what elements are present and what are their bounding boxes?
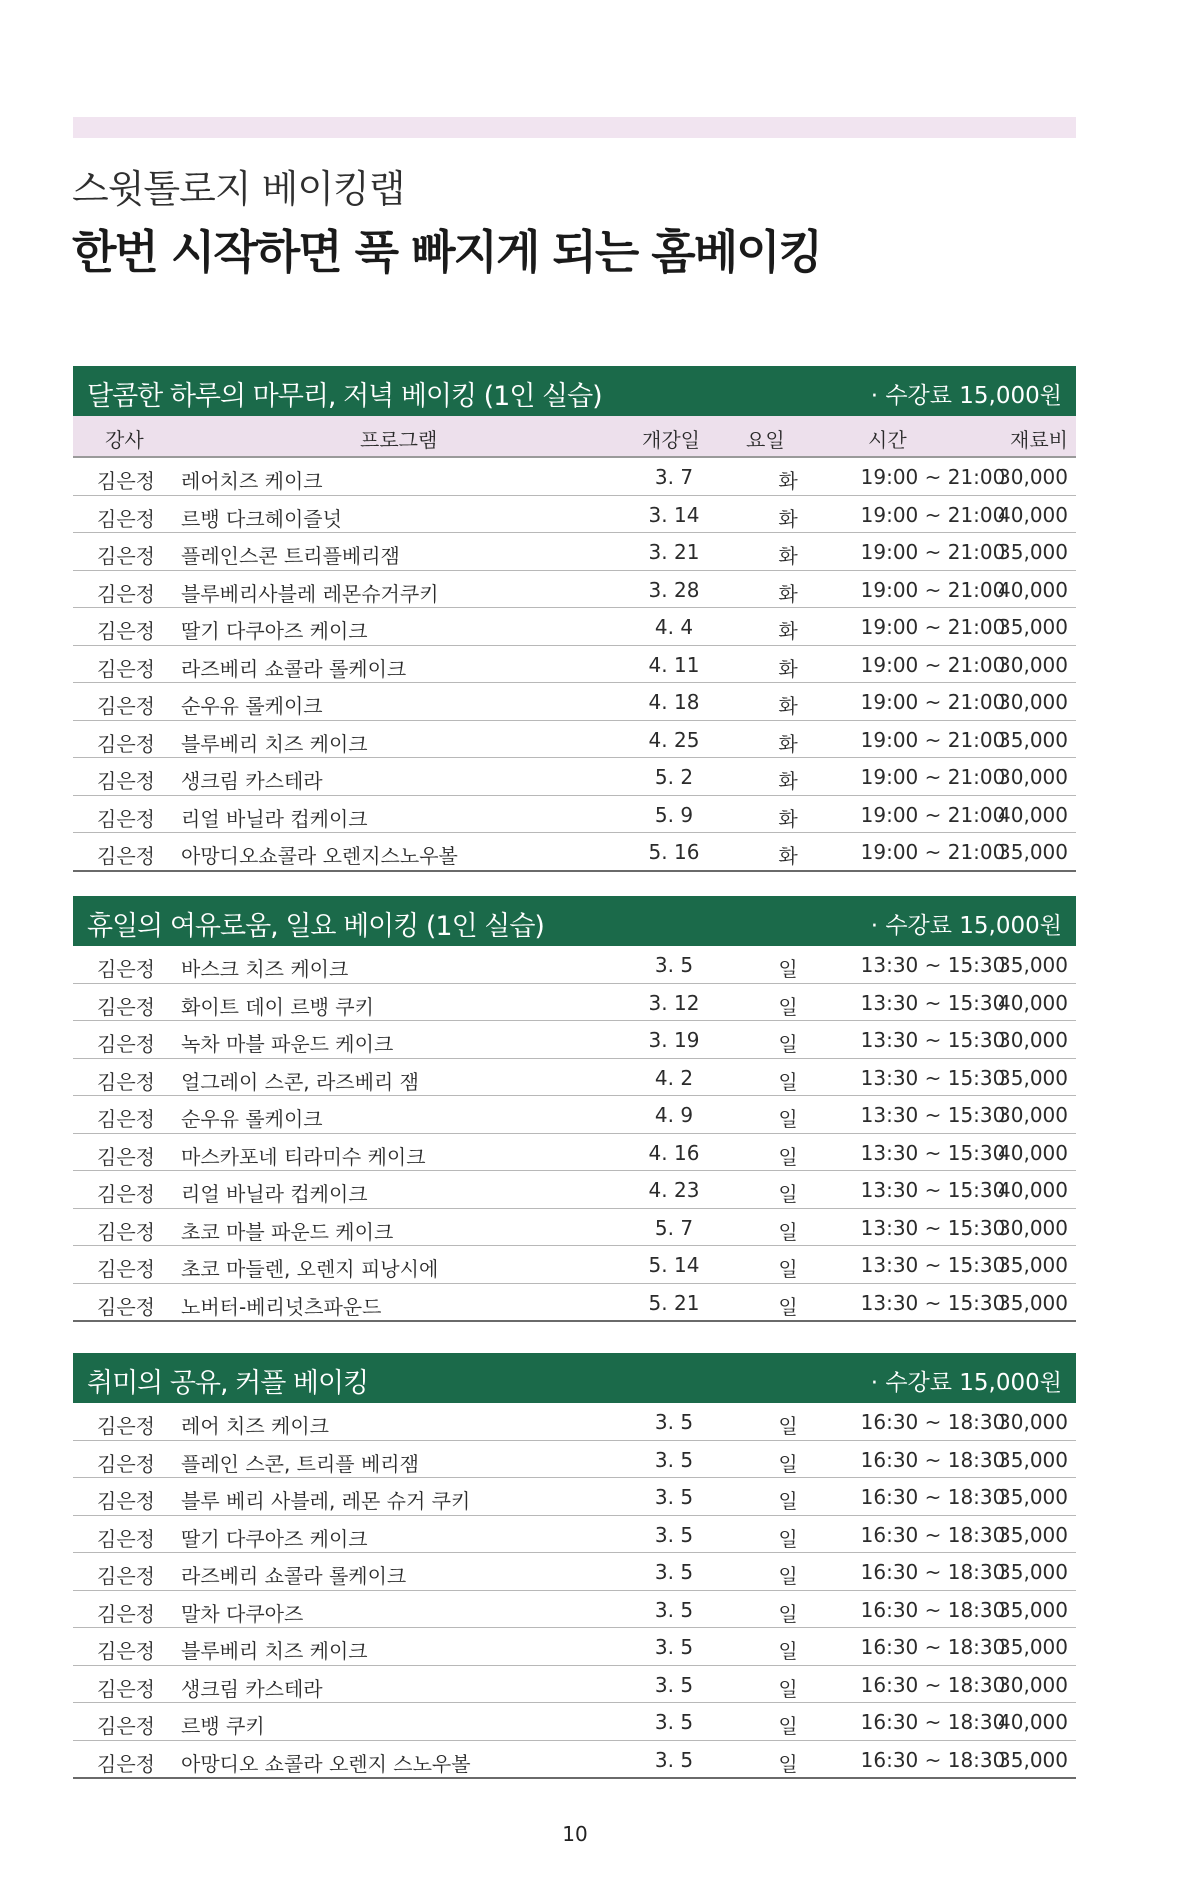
cell-day: 화 [778, 731, 798, 756]
cell-date: 4. 18 [648, 690, 700, 714]
cell-day: 일 [778, 1639, 798, 1663]
section-title: 취미의 공유, 커플 베이킹 [87, 1368, 369, 1399]
section-evening-baking [73, 366, 1076, 872]
table-row [73, 1741, 1076, 1780]
cell-date: 3. 5 [654, 953, 694, 977]
cell-fee: 35,000 [998, 615, 1068, 639]
cell-time: 19:00 ~ 21:00 [860, 802, 1006, 827]
cell-fee: 30,000 [998, 1672, 1068, 1697]
cell-date: 3. 5 [654, 1522, 694, 1547]
cell-date: 4. 2 [654, 1065, 694, 1090]
cell-instructor: 김은정 [97, 994, 155, 1019]
cell-day: 일 [778, 1489, 798, 1513]
cell-time: 19:00 ~ 21:00 [860, 502, 1006, 527]
table-row [73, 1284, 1076, 1323]
table-row [73, 458, 1076, 496]
cell-instructor: 김은정 [97, 544, 155, 568]
cell-day: 일 [778, 1526, 798, 1551]
cell-program: 아망디오쇼콜라 오렌지스노우볼 [181, 844, 458, 868]
cell-day: 일 [778, 1182, 798, 1206]
cell-program: 레어치즈 케이크 [181, 469, 323, 493]
cell-date: 3. 19 [648, 1028, 700, 1052]
cell-instructor: 김은정 [97, 619, 155, 643]
cell-day: 일 [778, 1219, 798, 1244]
cell-day: 일 [778, 1294, 798, 1319]
table-row [73, 758, 1076, 796]
table-row [73, 1134, 1076, 1172]
cell-instructor: 김은정 [97, 1489, 155, 1513]
cell-fee: 40,000 [998, 502, 1068, 527]
column-header-row [73, 416, 1076, 458]
section-title: 휴일의 여유로움, 일요 베이킹 (1인 실습) [87, 911, 544, 942]
cell-program: 라즈베리 쇼콜라 롤케이크 [181, 656, 407, 681]
table-row [73, 496, 1076, 534]
cell-time: 19:00 ~ 21:00 [860, 577, 1006, 602]
cell-time: 16:30 ~ 18:30 [860, 1560, 1006, 1584]
cell-date: 5. 9 [654, 802, 694, 827]
table-row [73, 1591, 1076, 1629]
cell-instructor: 김은정 [97, 1069, 155, 1094]
cell-program: 플레인 스콘, 트리플 베리잼 [181, 1451, 419, 1476]
cell-day: 화 [778, 769, 798, 793]
cell-day: 일 [778, 1069, 798, 1094]
cell-fee: 30,000 [998, 1103, 1068, 1127]
page-subtitle: 스윗톨로지 베이킹랩 [72, 167, 405, 211]
cell-time: 16:30 ~ 18:30 [860, 1485, 1006, 1509]
cell-instructor: 김은정 [97, 806, 155, 831]
cell-date: 3. 7 [654, 465, 694, 489]
section-header [73, 1353, 1076, 1403]
table-row [73, 1246, 1076, 1284]
cell-time: 19:00 ~ 21:00 [860, 540, 1006, 564]
cell-program: 블루베리사블레 레몬슈거쿠키 [181, 581, 439, 606]
cell-fee: 35,000 [998, 1635, 1068, 1659]
cell-time: 13:30 ~ 15:30 [860, 1103, 1006, 1127]
cell-date: 3. 5 [654, 1635, 694, 1659]
cell-date: 4. 23 [648, 1178, 700, 1202]
cell-instructor: 김은정 [97, 769, 155, 793]
cell-day: 화 [778, 656, 798, 681]
cell-program: 화이트 데이 르뱅 쿠키 [181, 994, 374, 1019]
cell-fee: 35,000 [998, 1065, 1068, 1090]
table-body [73, 458, 1076, 872]
cell-program: 딸기 다쿠아즈 케이크 [181, 619, 368, 643]
table-row [73, 946, 1076, 984]
cell-program: 리얼 바닐라 컵케이크 [181, 1182, 368, 1206]
cell-program: 블루베리 치즈 케이크 [181, 731, 368, 756]
cell-date: 3. 5 [654, 1710, 694, 1734]
cell-date: 3. 5 [654, 1447, 694, 1472]
tuition-fee: · 수강료 15,000원 [870, 383, 1062, 409]
col-program: 프로그램 [360, 428, 438, 452]
cell-program: 르뱅 쿠키 [181, 1714, 265, 1738]
cell-fee: 35,000 [998, 840, 1068, 864]
cell-fee: 35,000 [998, 727, 1068, 752]
cell-program: 블루 베리 사블레, 레몬 슈거 쿠키 [181, 1489, 471, 1513]
cell-day: 일 [778, 1714, 798, 1738]
cell-date: 3. 5 [654, 1747, 694, 1772]
cell-day: 화 [778, 469, 798, 493]
cell-program: 아망디오 쇼콜라 오렌지 스노우볼 [181, 1751, 471, 1776]
cell-date: 3. 12 [648, 990, 700, 1015]
table-row [73, 1441, 1076, 1479]
cell-instructor: 김은정 [97, 731, 155, 756]
cell-date: 3. 5 [654, 1597, 694, 1622]
cell-day: 화 [778, 544, 798, 568]
cell-date: 4. 16 [648, 1140, 700, 1165]
cell-instructor: 김은정 [97, 1257, 155, 1281]
table-row [73, 1553, 1076, 1591]
cell-day: 일 [778, 1676, 798, 1701]
table-row [73, 608, 1076, 646]
cell-day: 화 [778, 694, 798, 718]
cell-time: 16:30 ~ 18:30 [860, 1672, 1006, 1697]
cell-day: 일 [778, 994, 798, 1019]
cell-fee: 40,000 [998, 577, 1068, 602]
col-instructor: 강사 [105, 428, 144, 452]
cell-fee: 35,000 [998, 1447, 1068, 1472]
cell-program: 생크림 카스테라 [181, 769, 323, 793]
cell-date: 4. 9 [654, 1103, 694, 1127]
cell-instructor: 김은정 [97, 957, 155, 981]
cell-date: 4. 4 [654, 615, 694, 639]
cell-fee: 35,000 [998, 1597, 1068, 1622]
cell-instructor: 김은정 [97, 1219, 155, 1244]
table-row [73, 984, 1076, 1022]
cell-time: 16:30 ~ 18:30 [860, 1410, 1006, 1434]
cell-day: 화 [778, 844, 798, 868]
cell-day: 일 [778, 1144, 798, 1169]
col-day: 요일 [746, 428, 785, 452]
table-row [73, 833, 1076, 872]
tuition-fee: · 수강료 15,000원 [870, 913, 1062, 939]
cell-program: 순우유 롤케이크 [181, 694, 323, 718]
table-row [73, 796, 1076, 834]
cell-instructor: 김은정 [97, 1564, 155, 1588]
cell-date: 3. 21 [648, 540, 700, 564]
top-decor-bar [73, 117, 1076, 138]
cell-instructor: 김은정 [97, 1751, 155, 1776]
cell-fee: 35,000 [998, 1253, 1068, 1277]
cell-time: 19:00 ~ 21:00 [860, 765, 1006, 789]
cell-time: 16:30 ~ 18:30 [860, 1522, 1006, 1547]
table-row [73, 1403, 1076, 1441]
cell-instructor: 김은정 [97, 1144, 155, 1169]
cell-time: 13:30 ~ 15:30 [860, 990, 1006, 1015]
cell-date: 5. 7 [654, 1215, 694, 1240]
cell-fee: 40,000 [998, 1710, 1068, 1734]
cell-instructor: 김은정 [97, 1451, 155, 1476]
cell-instructor: 김은정 [97, 506, 155, 531]
cell-day: 일 [778, 1751, 798, 1776]
cell-time: 16:30 ~ 18:30 [860, 1747, 1006, 1772]
table-row [73, 683, 1076, 721]
cell-program: 노버터-베리넛츠파운드 [181, 1294, 382, 1319]
cell-fee: 40,000 [998, 1140, 1068, 1165]
cell-date: 5. 2 [654, 765, 694, 789]
cell-fee: 40,000 [998, 1178, 1068, 1202]
section-title: 달콤한 하루의 마무리, 저녁 베이킹 (1인 실습) [87, 381, 602, 412]
cell-day: 일 [778, 1564, 798, 1588]
cell-fee: 35,000 [998, 1560, 1068, 1584]
cell-program: 얼그레이 스콘, 라즈베리 잼 [181, 1069, 419, 1094]
cell-instructor: 김은정 [97, 1526, 155, 1551]
col-date: 개강일 [642, 428, 700, 452]
cell-time: 13:30 ~ 15:30 [860, 1140, 1006, 1165]
cell-instructor: 김은정 [97, 1714, 155, 1738]
cell-day: 일 [778, 957, 798, 981]
col-time: 시간 [868, 428, 907, 452]
cell-fee: 30,000 [998, 765, 1068, 789]
table-row [73, 1059, 1076, 1097]
cell-day: 화 [778, 506, 798, 531]
cell-day: 일 [778, 1257, 798, 1281]
cell-day: 일 [778, 1414, 798, 1438]
cell-fee: 30,000 [998, 652, 1068, 677]
cell-instructor: 김은정 [97, 1032, 155, 1056]
table-row [73, 721, 1076, 759]
cell-fee: 30,000 [998, 690, 1068, 714]
cell-fee: 30,000 [998, 465, 1068, 489]
cell-program: 초코 마블 파운드 케이크 [181, 1219, 394, 1244]
table-body [73, 1403, 1076, 1779]
tuition-fee: · 수강료 15,000원 [870, 1370, 1062, 1396]
cell-program: 플레인스콘 트리플베리잼 [181, 544, 400, 568]
cell-time: 16:30 ~ 18:30 [860, 1710, 1006, 1734]
cell-fee: 30,000 [998, 1028, 1068, 1052]
cell-fee: 40,000 [998, 990, 1068, 1015]
cell-program: 말차 다쿠아즈 [181, 1601, 304, 1626]
cell-instructor: 김은정 [97, 1107, 155, 1131]
cell-program: 르뱅 다크헤이즐넛 [181, 506, 342, 531]
table-body [73, 946, 1076, 1322]
cell-day: 일 [778, 1107, 798, 1131]
cell-fee: 35,000 [998, 540, 1068, 564]
cell-day: 화 [778, 806, 798, 831]
cell-date: 3. 5 [654, 1485, 694, 1509]
cell-program: 생크림 카스테라 [181, 1676, 323, 1701]
cell-day: 일 [778, 1601, 798, 1626]
cell-day: 일 [778, 1032, 798, 1056]
cell-date: 5. 21 [648, 1290, 700, 1315]
cell-instructor: 김은정 [97, 581, 155, 606]
cell-instructor: 김은정 [97, 656, 155, 681]
table-row [73, 1703, 1076, 1741]
table-row [73, 571, 1076, 609]
table-row [73, 533, 1076, 571]
cell-time: 19:00 ~ 21:00 [860, 727, 1006, 752]
cell-program: 레어 치즈 케이크 [181, 1414, 329, 1438]
page-number: 10 [562, 1822, 588, 1846]
cell-instructor: 김은정 [97, 1294, 155, 1319]
cell-date: 5. 14 [648, 1253, 700, 1277]
cell-instructor: 김은정 [97, 1601, 155, 1626]
cell-program: 순우유 롤케이크 [181, 1107, 323, 1131]
cell-program: 딸기 다쿠아즈 케이크 [181, 1526, 368, 1551]
cell-date: 4. 25 [648, 727, 700, 752]
cell-program: 마스카포네 티라미수 케이크 [181, 1144, 426, 1169]
cell-time: 13:30 ~ 15:30 [860, 1065, 1006, 1090]
cell-fee: 30,000 [998, 1215, 1068, 1240]
table-row [73, 1096, 1076, 1134]
table-row [73, 1209, 1076, 1247]
cell-date: 3. 14 [648, 502, 700, 527]
cell-time: 19:00 ~ 21:00 [860, 465, 1006, 489]
section-sunday-baking [73, 896, 1076, 1322]
cell-instructor: 김은정 [97, 844, 155, 868]
cell-date: 3. 28 [648, 577, 700, 602]
section-header [73, 366, 1076, 416]
cell-fee: 35,000 [998, 1485, 1068, 1509]
cell-time: 13:30 ~ 15:30 [860, 953, 1006, 977]
cell-program: 녹차 마블 파운드 케이크 [181, 1032, 394, 1056]
cell-date: 3. 5 [654, 1560, 694, 1584]
cell-program: 리얼 바닐라 컵케이크 [181, 806, 368, 831]
table-row [73, 1021, 1076, 1059]
cell-time: 13:30 ~ 15:30 [860, 1253, 1006, 1277]
cell-fee: 35,000 [998, 1290, 1068, 1315]
table-row [73, 1666, 1076, 1704]
col-fee: 재료비 [1010, 428, 1068, 452]
cell-program: 라즈베리 쇼콜라 롤케이크 [181, 1564, 407, 1588]
cell-program: 바스크 치즈 케이크 [181, 957, 349, 981]
table-row [73, 1171, 1076, 1209]
cell-day: 화 [778, 581, 798, 606]
cell-instructor: 김은정 [97, 1414, 155, 1438]
cell-fee: 40,000 [998, 802, 1068, 827]
cell-date: 3. 5 [654, 1410, 694, 1434]
cell-instructor: 김은정 [97, 469, 155, 493]
cell-fee: 35,000 [998, 1747, 1068, 1772]
cell-program: 초코 마들렌, 오렌지 피낭시에 [181, 1257, 439, 1281]
cell-time: 16:30 ~ 18:30 [860, 1635, 1006, 1659]
cell-time: 16:30 ~ 18:30 [860, 1597, 1006, 1622]
table-row [73, 1478, 1076, 1516]
cell-fee: 35,000 [998, 1522, 1068, 1547]
page-title: 한번 시작하면 푹 빠지게 되는 홈베이킹 [72, 225, 822, 279]
table-row [73, 1628, 1076, 1666]
section-couple-baking [73, 1353, 1076, 1779]
cell-day: 화 [778, 619, 798, 643]
cell-date: 3. 5 [654, 1672, 694, 1697]
table-row [73, 1516, 1076, 1554]
table-row [73, 646, 1076, 684]
cell-time: 13:30 ~ 15:30 [860, 1178, 1006, 1202]
cell-instructor: 김은정 [97, 1639, 155, 1663]
cell-time: 19:00 ~ 21:00 [860, 652, 1006, 677]
cell-fee: 30,000 [998, 1410, 1068, 1434]
cell-instructor: 김은정 [97, 1182, 155, 1206]
cell-time: 19:00 ~ 21:00 [860, 690, 1006, 714]
section-header [73, 896, 1076, 946]
cell-time: 19:00 ~ 21:00 [860, 840, 1006, 864]
cell-time: 16:30 ~ 18:30 [860, 1447, 1006, 1472]
cell-fee: 35,000 [998, 953, 1068, 977]
cell-day: 일 [778, 1451, 798, 1476]
cell-instructor: 김은정 [97, 1676, 155, 1701]
cell-time: 13:30 ~ 15:30 [860, 1290, 1006, 1315]
cell-time: 13:30 ~ 15:30 [860, 1215, 1006, 1240]
cell-time: 19:00 ~ 21:00 [860, 615, 1006, 639]
cell-program: 블루베리 치즈 케이크 [181, 1639, 368, 1663]
cell-instructor: 김은정 [97, 694, 155, 718]
cell-time: 13:30 ~ 15:30 [860, 1028, 1006, 1052]
cell-date: 4. 11 [648, 652, 700, 677]
cell-date: 5. 16 [648, 840, 700, 864]
